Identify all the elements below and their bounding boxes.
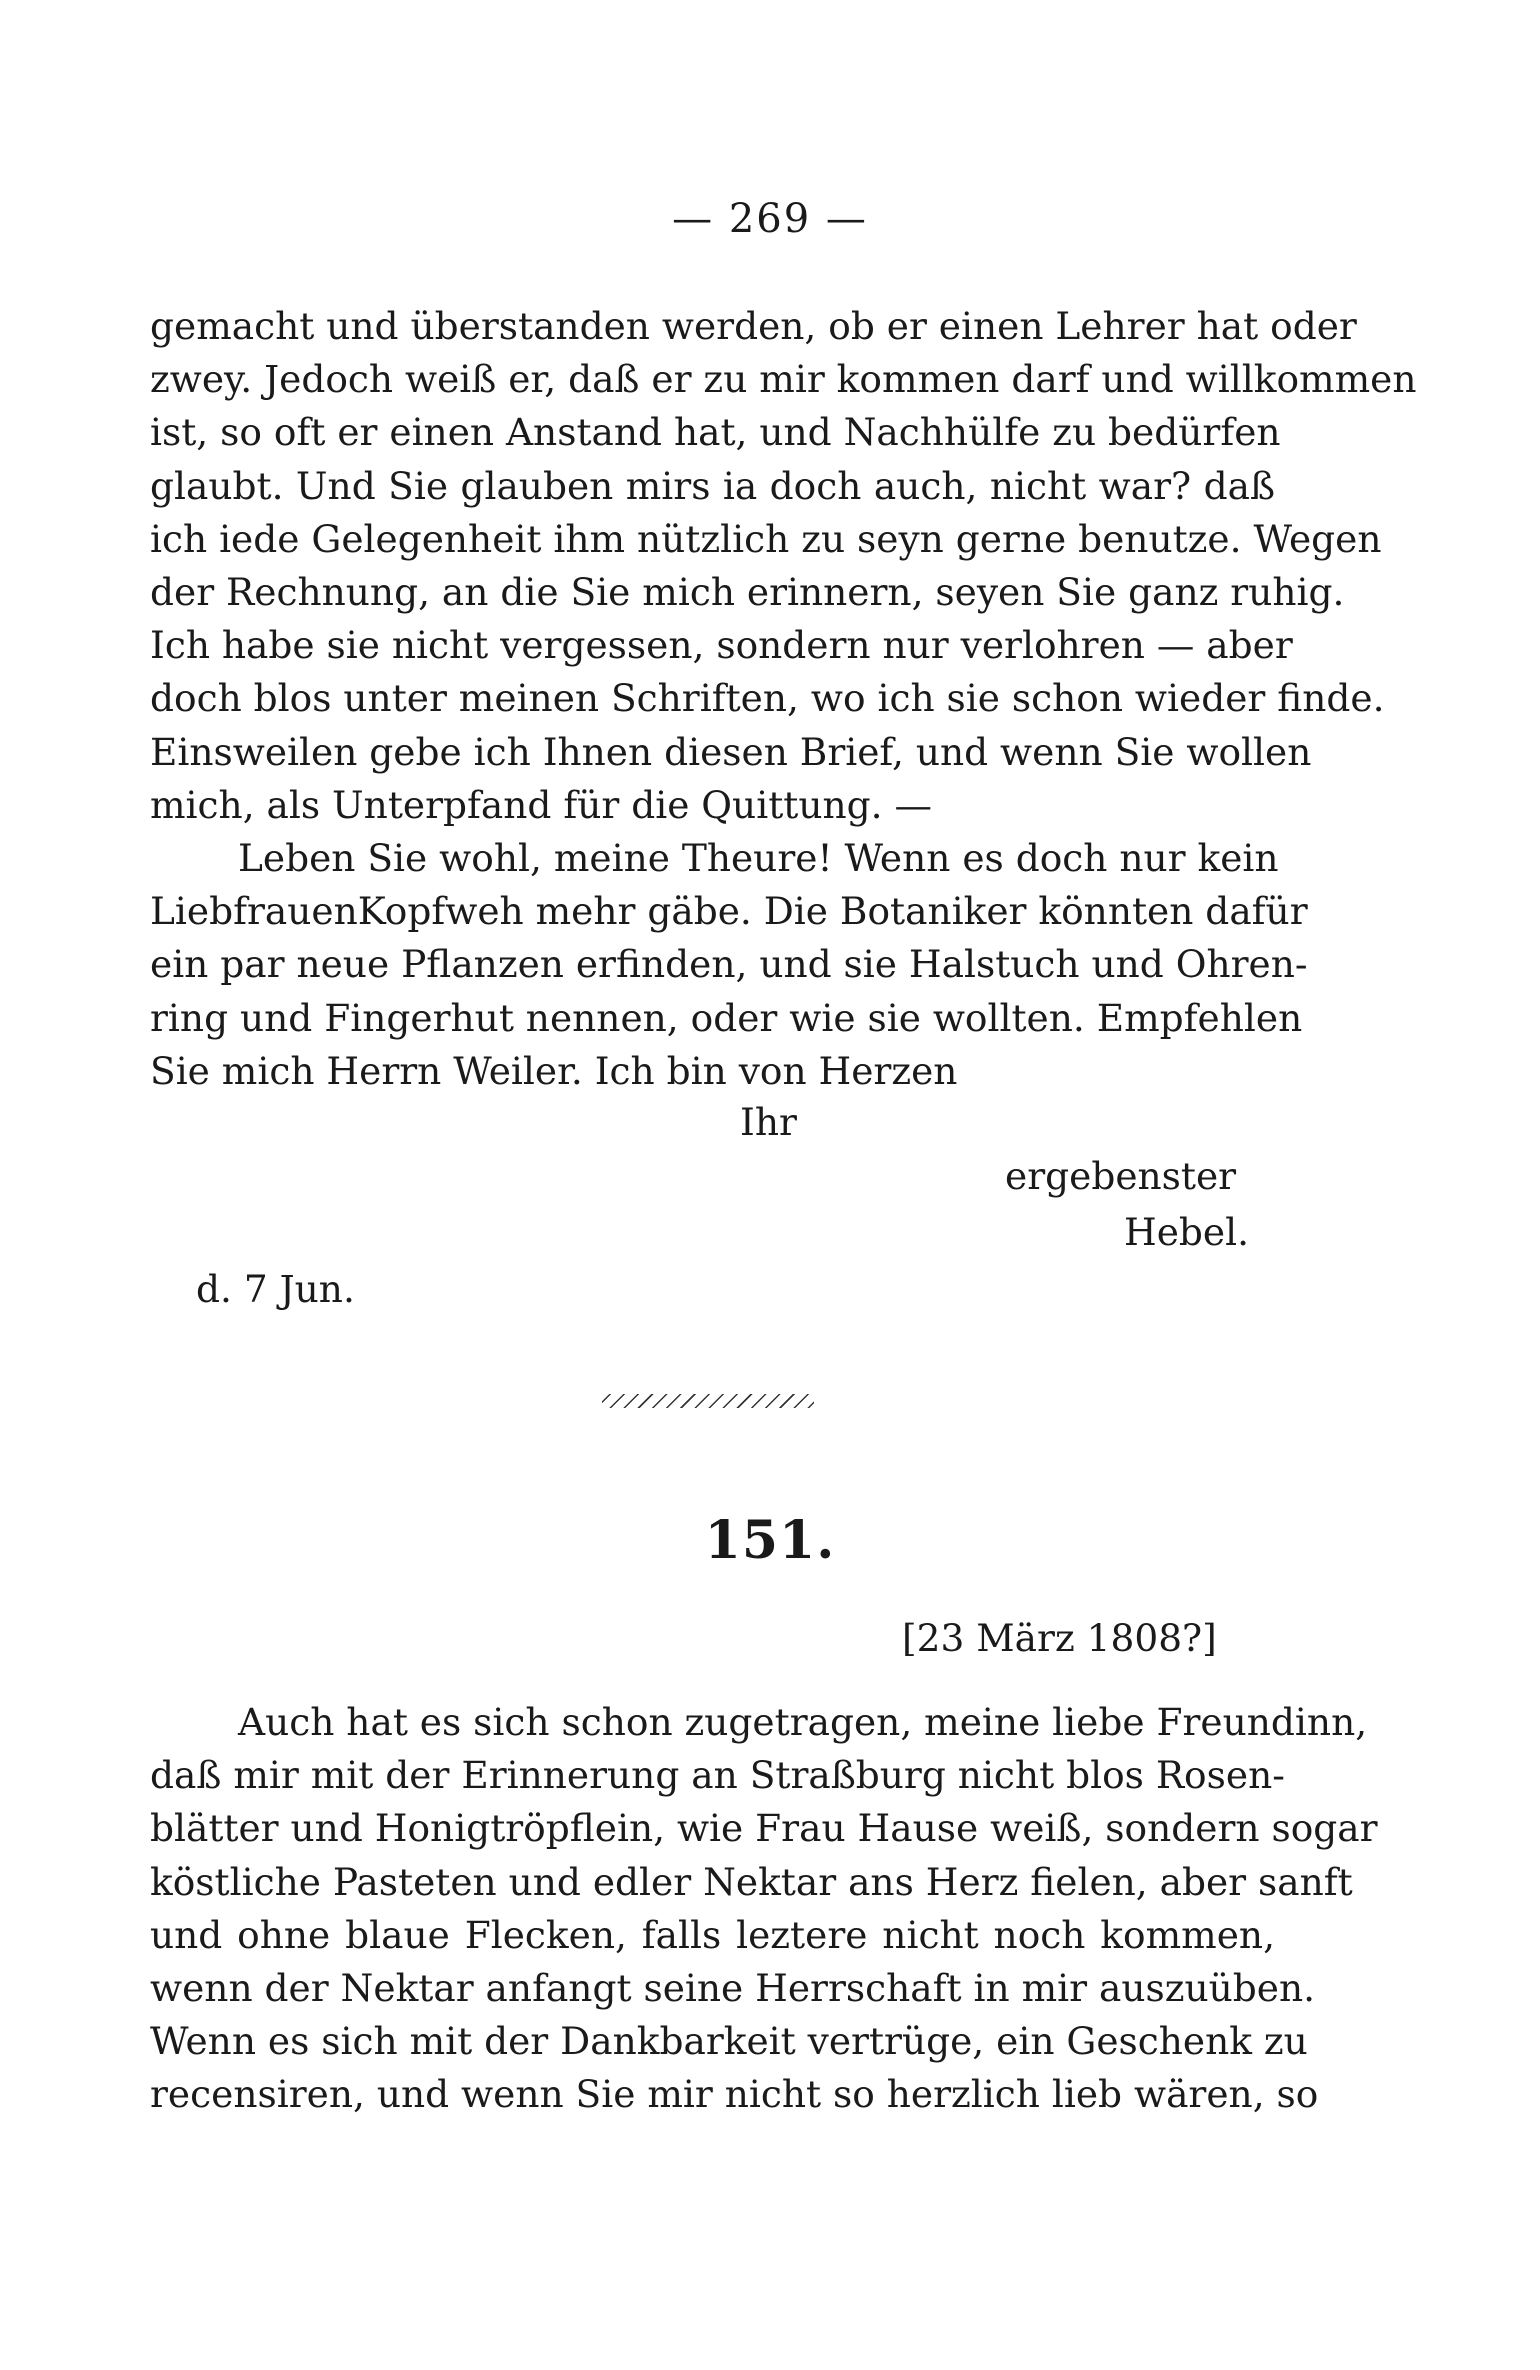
text-line: Sie mich Herrn Weiler. Ich bin von Herzen (150, 1048, 958, 1093)
text-line: mich, als Unterpfand für die Quittung. — (150, 782, 932, 827)
text-line: und ohne blaue Flecken, falls leztere nicht noch kommen, (150, 1912, 1275, 1957)
text-line: daß mir mit der Erinnerung an Straßburg nicht blos Rosen- (150, 1753, 1285, 1798)
text-line: wenn der Nektar anfangt seine Herrschaft in mir auszuüben. (150, 1966, 1316, 2011)
closing-ergebenster: ergebenster (1005, 1154, 1237, 1198)
letter-number: 151. (704, 1510, 836, 1571)
letter-date-line: d. 7 Jun. (196, 1267, 355, 1311)
text-line: recensiren, und wenn Sie mir nicht so herzlich lieb wären, so (150, 2072, 1319, 2117)
signature-name: Hebel. (1124, 1210, 1250, 1254)
text-line: ist, so oft er einen Anstand hat, und Nachhülfe zu bedürfen (150, 410, 1281, 455)
text-line: Leben Sie wohl, meine Theure! Wenn es doch nur kein (238, 836, 1279, 880)
closing-ihr: Ihr (740, 1100, 797, 1144)
text-line: Ich habe sie nicht vergessen, sondern nur verlohren — aber (150, 623, 1293, 668)
text-line: Auch hat es sich schon zugetragen, meine liebe Freundinn, (238, 1700, 1368, 1744)
text-line: gemacht und überstanden werden, ob er einen Lehrer hat oder (150, 304, 1357, 348)
text-line: köstliche Pasteten und edler Nektar ans Herz fielen, aber sanft (150, 1859, 1353, 1904)
paragraph-3 (150, 1696, 1378, 2122)
paragraph-1 (150, 300, 1417, 832)
text-line: blätter und Honigtröpflein, wie Frau Hause weiß, sondern sogar (150, 1806, 1378, 1851)
text-line: der Rechnung, an die Sie mich erinnern, seyen Sie ganz ruhig. (150, 570, 1345, 615)
text-line: Einsweilen gebe ich Ihnen diesen Brief, und wenn Sie wollen (150, 729, 1312, 774)
paragraph-2 (150, 832, 1308, 1098)
text-line: ein par neue Pflanzen erfinden, und sie Halstuch und Ohren- (150, 942, 1308, 987)
text-line: LiebfrauenKopfweh mehr gäbe. Die Botaniker könnten dafür (150, 889, 1308, 934)
ornamental-divider (602, 1394, 814, 1408)
letter-heading-date: [23 März 1808?] (902, 1616, 1217, 1660)
text-line: glaubt. Und Sie glauben mirs ia doch auch, nicht war? daß (150, 463, 1275, 508)
text-line: zwey. Jedoch weiß er, daß er zu mir kommen darf und willkommen (150, 357, 1417, 402)
text-line: doch blos unter meinen Schriften, wo ich sie schon wieder finde. (150, 676, 1385, 721)
text-line: ring und Fingerhut nennen, oder wie sie wollten. Empfehlen (150, 995, 1303, 1040)
text-line: Wenn es sich mit der Dankbarkeit vertrüge, ein Geschenk zu (150, 2019, 1308, 2064)
page-number: — 269 — (672, 196, 868, 242)
text-line: ich iede Gelegenheit ihm nützlich zu seyn gerne benutze. Wegen (150, 516, 1382, 561)
